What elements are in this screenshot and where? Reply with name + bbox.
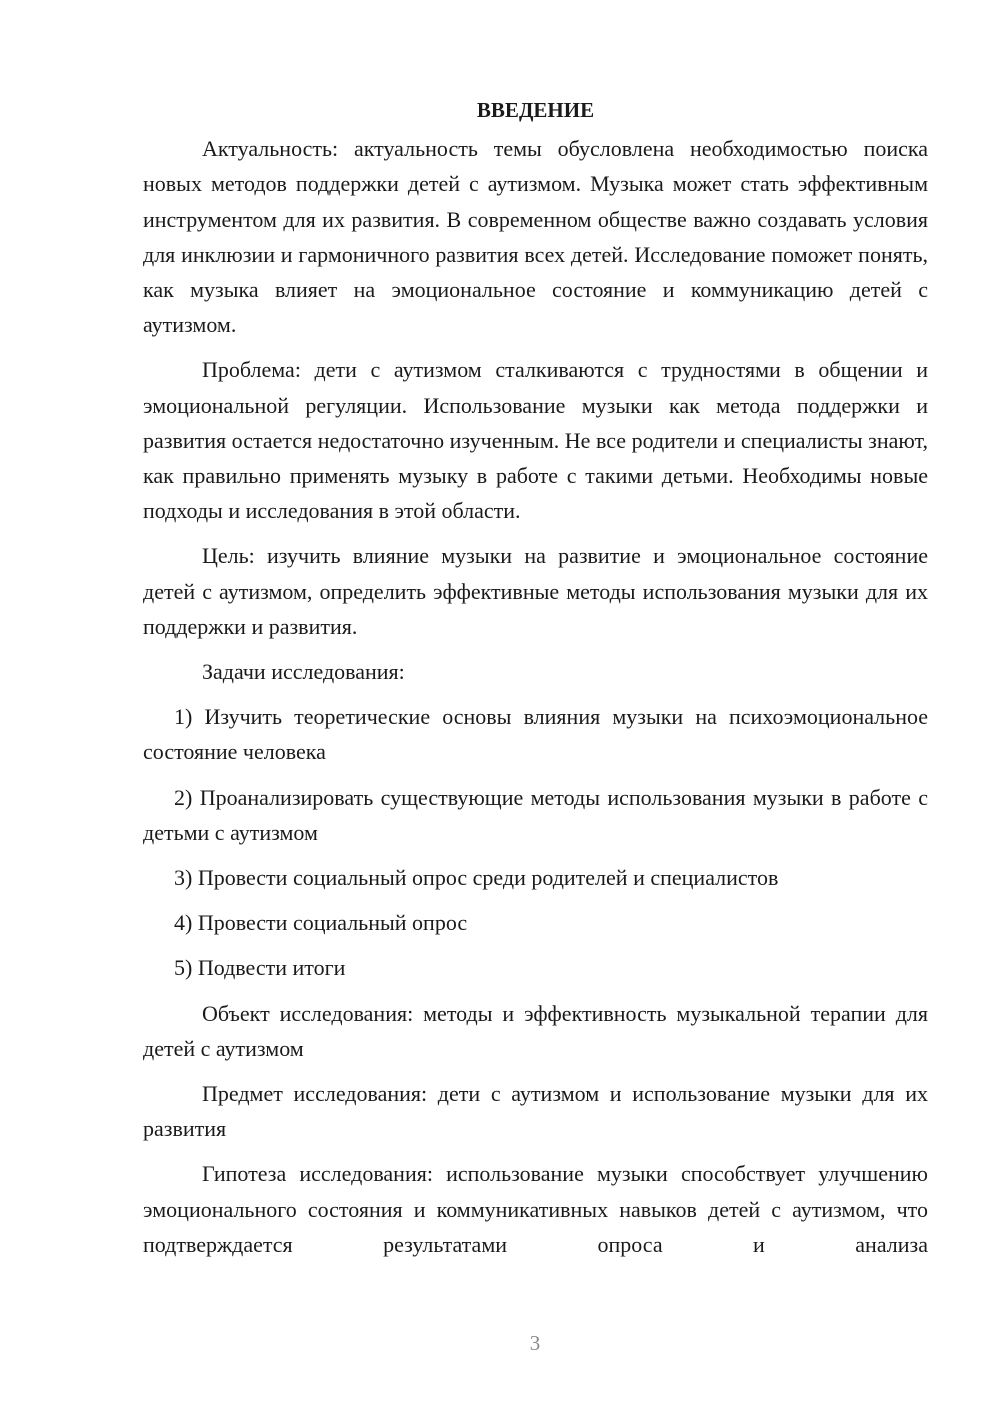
task-item-1: 1) Изучить теоретические основы влияния музыки на психоэмоциональное состояние человека	[143, 704, 928, 765]
paragraph-tasks-heading: Задачи исследования:	[202, 659, 405, 685]
task-item-4: 4) Провести социальный опрос	[174, 910, 468, 936]
document-page	[143, 93, 928, 1272]
task-item-5: 5) Подвести итоги	[174, 955, 346, 981]
paragraph-goal: Цель: изучить влияние музыки на развитие и эмоциональное состояние детей с аутизмом, определить эффективные методы использования музыки для их поддержки и развития.	[143, 543, 928, 639]
task-item-2: 2) Проанализировать существующие методы использования музыки в работе с детьми с аутизмом	[143, 784, 928, 845]
paragraph-relevance: Актуальность: актуальность темы обусловлена необходимостью поиска новых методов поддержки детей с аутизмом. Музыка может стать эффективным инструментом для их развития. В современном обществе важно создавать условия для инклюзии и гармоничного развития всех детей. Исследование поможет понять, как музыка влияет на эмоциональное состояние и коммуникацию детей с аутизмом.	[143, 136, 928, 338]
section-title: ВВЕДЕНИЕ	[476, 98, 595, 122]
paragraph-object: Объект исследования: методы и эффективность музыкальной терапии для детей с аутизмом	[143, 1000, 928, 1061]
paragraph-subject: Предмет исследования: дети с аутизмом и использование музыки для их развития	[143, 1081, 928, 1142]
paragraph-problem: Проблема: дети с аутизмом сталкиваются с трудностями в общении и эмоциональной регуляции. Использование музыки как метода поддержки и развития остается недостаточно изученным. Не все родители и специалисты знают, как правильно применять музыку в работе с такими детьми. Необходимы новые подходы и исследования в этой области.	[143, 357, 928, 524]
page-number: 3	[529, 1331, 541, 1355]
task-item-3: 3) Провести социальный опрос среди родителей и специалистов	[174, 865, 779, 891]
paragraph-hypothesis: Гипотеза исследования: использование музыки способствует улучшению эмоционального состояния и коммуникативных навыков детей с аутизмом, что подтверждается результатами опроса и анализа	[143, 1161, 928, 1257]
